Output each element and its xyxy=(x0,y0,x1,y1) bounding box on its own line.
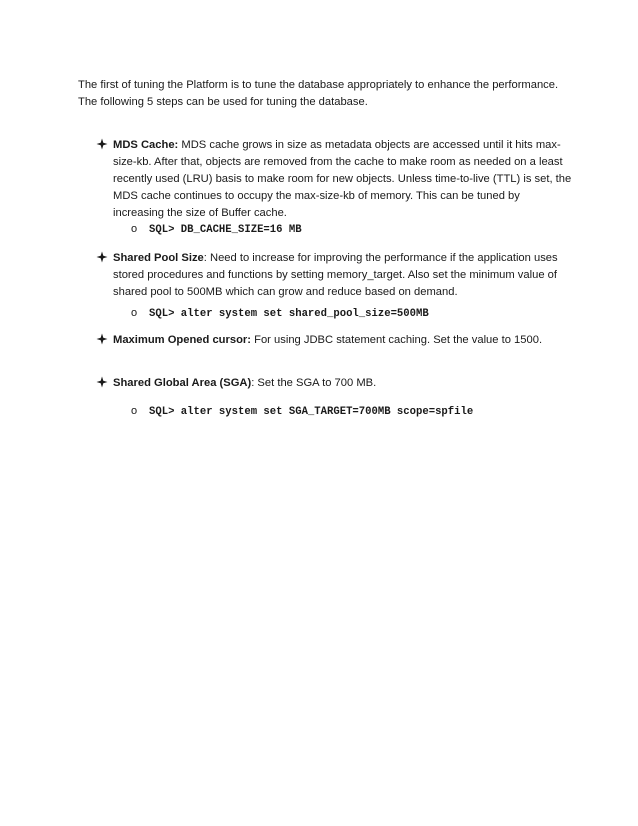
sql-command: SQL> DB_CACHE_SIZE=16 MB xyxy=(149,224,302,236)
list-item-max-opened-cursor xyxy=(96,332,572,349)
item-title: Shared Pool Size xyxy=(113,252,204,264)
list-item-shared-pool-size xyxy=(96,250,572,301)
sql-command-line xyxy=(131,306,429,321)
sql-command-line xyxy=(131,222,302,237)
item-body: For using JDBC statement caching. Set the value to 1500. xyxy=(251,334,543,346)
diamond-bullet-icon xyxy=(96,138,108,150)
diamond-bullet-icon xyxy=(96,251,108,263)
list-item-text xyxy=(113,375,572,392)
intro-paragraph: The first of tuning the Platform is to tune the database appropriately to enhance the performance. The following 5 steps can be used for tuning the database. xyxy=(78,79,559,108)
list-item-text xyxy=(113,137,572,222)
diamond-bullet-icon xyxy=(96,376,108,388)
item-body: : Need to increase for improving the performance if the application uses stored procedures and functions by setting memory_target. Also set the minimum value of shared pool to 500MB which can grow and reduce based on demand. xyxy=(113,252,558,298)
sql-command-line xyxy=(131,404,473,419)
diamond-bullet-icon xyxy=(96,333,108,345)
item-body: : Set the SGA to 700 MB. xyxy=(251,377,377,389)
sql-command: SQL> alter system set SGA_TARGET=700MB scope=spfile xyxy=(149,406,474,418)
sub-bullet-marker: o xyxy=(131,223,138,235)
item-body: MDS cache grows in size as metadata objects are accessed until it hits max-size-kb. After that, objects are removed from the cache to make room as needed on a least recently used (LRU) basis to make room for new objects. Unless time-to-live (TTL) is set, the MDS cache continues to occupy the max-size-kb of memory. This can be tuned by increasing the size of Buffer cache. xyxy=(113,139,572,219)
sql-command: SQL> alter system set shared_pool_size=500MB xyxy=(149,308,429,320)
list-item-text xyxy=(113,250,572,301)
list-item-mds-cache xyxy=(96,137,572,222)
sub-bullet-marker: o xyxy=(131,405,138,417)
list-item-shared-global-area xyxy=(96,375,572,392)
item-title: MDS Cache: xyxy=(113,139,179,151)
list-item-text xyxy=(113,332,572,349)
item-title: Maximum Opened cursor: xyxy=(113,334,252,346)
sub-bullet-marker: o xyxy=(131,307,138,319)
item-title: Shared Global Area (SGA) xyxy=(113,377,252,389)
